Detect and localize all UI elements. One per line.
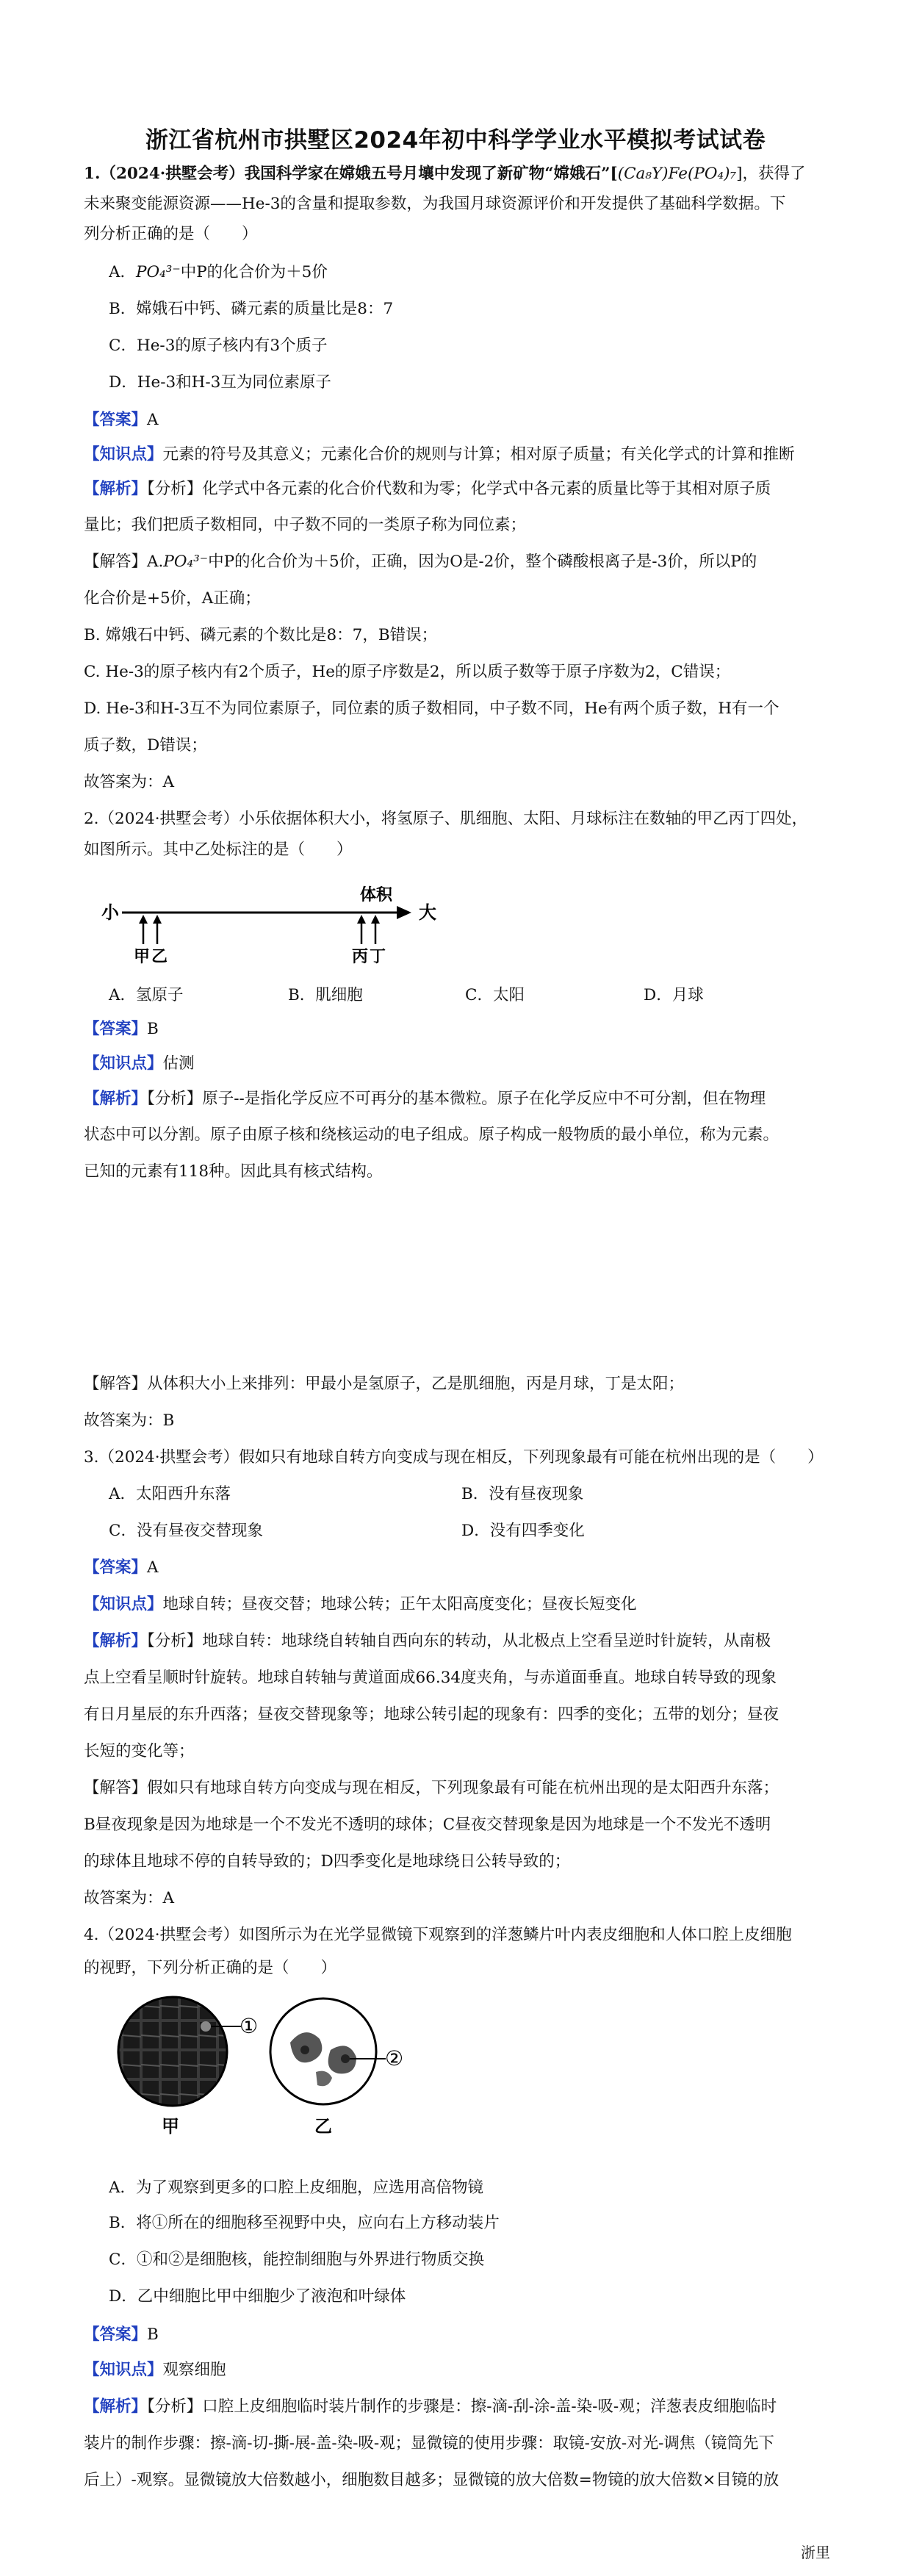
q4-answer-tag: 【答案】	[84, 2325, 148, 2344]
q1-option-c: C．He-3的原子核内有3个质子	[109, 337, 328, 355]
q4-analysis-tag: 【解析】	[84, 2397, 148, 2416]
q2-kp-text: 估测	[162, 1054, 195, 1073]
q4-analysis-line2: 装片的制作步骤：擦-滴-切-撕-展-盖-染-吸-观；显微镜的使用步骤：取镜-安放-对光-调焦（镜筒先下	[84, 2434, 774, 2453]
q2-kp-tag: 【知识点】	[84, 1054, 163, 1073]
q3-answer-value: A	[147, 1558, 159, 1577]
q4-answer-value: B	[147, 2325, 159, 2344]
q2-option-c: C．太阳	[465, 986, 525, 1004]
q2-knowledge-point	[84, 1053, 826, 1075]
q1-stem-text: 1.（2024·拱墅会考）我国科学家在嫦娥五号月壤中发现了新矿物“嫦娥石”[	[84, 165, 618, 183]
q1-answer-tag: 【答案】	[84, 411, 148, 429]
q1-solution-line2: 化合价是+5价，A正确；	[84, 589, 261, 608]
q1-option-a-text: 中P的化合价为＋5价	[180, 263, 328, 281]
page-footer: 浙里	[801, 2544, 830, 2561]
marker-jia-label: 甲	[134, 948, 151, 966]
q3-solution-line2: B昼夜现象是因为地球是一个不发光不透明的球体；C昼夜交替现象是因为地球是一个不发光不透明	[84, 1816, 771, 1834]
field-of-view-jia	[118, 1997, 227, 2106]
marker-yi-arrow	[153, 915, 162, 944]
q3-analysis-line3: 有日月星辰的东升西落；昼夜交替现象等；地球公转引起的现象有：四季的变化；五带的划分；昼夜	[84, 1705, 779, 1724]
q3-analysis-line2: 点上空看呈顺时针旋转。地球自转轴与黄道面成66.34度夹角，与赤道面垂直。地球自转导致的现象	[84, 1669, 777, 1687]
q2-analysis-line3: 已知的元素有118种。因此具有核式结构。	[84, 1162, 383, 1181]
q4-stem-line2: 的视野，下列分析正确的是（ ）	[84, 1959, 337, 1977]
marker-bing-arrow	[357, 915, 366, 944]
q4-option-b: B．将①所在的细胞移至视野中央，应向右上方移动装片	[109, 2214, 500, 2232]
q3-solution-line1: 【解答】假如只有地球自转方向变成与现在相反，下列现象最有可能在杭州出现的是太阳西升东落；	[84, 1779, 779, 1797]
label-1: ①	[240, 2014, 259, 2038]
q1-final-answer: 故答案为：A	[84, 773, 175, 791]
q4-stem-line1: 4.（2024·拱墅会考）如图所示为在光学显微镜下观察到的洋葱鳞片叶内表皮细胞和人体口腔上皮细胞	[84, 1926, 792, 1944]
figure-yi-label: 乙	[314, 2116, 332, 2137]
q3-answer	[84, 1557, 826, 1579]
axis-volume-label: 体积	[360, 886, 393, 904]
q4-option-a: A．为了观察到更多的口腔上皮细胞，应选用高倍物镜	[109, 2179, 484, 2197]
q3-kp-text: 地球自转；昼夜交替；地球公转；正午太阳高度变化；昼夜长短变化	[162, 1595, 637, 1613]
q2-number-line-figure	[96, 878, 455, 966]
q1-analysis-text: 【分析】化学式中各元素的化合价代数和为零；化学式中各元素的质量比等于其相对原子质	[147, 480, 771, 498]
q1-solution-line6: 质子数，D错误；	[84, 736, 207, 755]
q3-stem-line1: 3.（2024·拱墅会考）假如只有地球自转方向变成与现在相反，下列现象最有可能在杭州出现的是（ ）	[84, 1448, 824, 1467]
q3-option-b: B．没有昼夜现象	[461, 1485, 584, 1503]
q2-option-b: B．肌细胞	[288, 986, 363, 1004]
q1-stem-line3: 列分析正确的是（ ）	[84, 225, 258, 243]
q2-option-d: D．月球	[644, 986, 704, 1004]
q1-answer	[84, 409, 826, 431]
q2-analysis-tag: 【解析】	[84, 1090, 148, 1108]
q1-solution-formula: PO₄³⁻	[163, 553, 209, 571]
q2-analysis-line2: 状态中可以分割。原子由原子核和绕核运动的电子组成。原子构成一般物质的最小单位，称为元素。	[84, 1126, 779, 1144]
q1-solution-line4: C. He-3的原子核内有2个质子，He的原子序数是2，所以质子数等于原子序数为2，C错误；	[84, 663, 731, 681]
page-title: 浙江省杭州市拱墅区2024年初中科学学业水平模拟考试试卷	[145, 127, 766, 154]
q2-answer	[84, 1018, 826, 1040]
field-of-view-yi	[270, 1998, 376, 2104]
q1-option-d: D．He-3和H-3互为同位素原子	[109, 373, 331, 392]
q1-analysis-line1	[84, 478, 826, 500]
marker-ding-label: 丁	[370, 948, 386, 966]
axis-small-label: 小	[101, 902, 119, 923]
q4-answer	[84, 2324, 826, 2346]
q4-knowledge-point	[84, 2359, 826, 2381]
q1-solution-line3: B. 嫦娥石中钙、磷元素的个数比是8：7，B错误；	[84, 626, 438, 644]
q4-option-c: C．①和②是细胞核，能控制细胞与外界进行物质交换	[109, 2251, 484, 2269]
q3-option-c: C．没有昼夜交替现象	[109, 1522, 263, 1540]
figure-jia-label: 甲	[162, 2116, 179, 2137]
q1-solution-line5: D. He-3和H-3互不为同位素原子，同位素的质子数相同，中子数不同，He有两个质子数，H有一个	[84, 699, 779, 718]
q4-analysis-line1	[84, 2396, 826, 2418]
q3-solution-line3: 的球体且地球不停的自转导致的；D四季变化是地球绕日公转导致的；	[84, 1852, 571, 1871]
q2-analysis-text: 【分析】原子--是指化学反应不可再分的基本微粒。原子在化学反应中不可分割，但在物理	[147, 1090, 766, 1108]
q2-stem-line1: 2.（2024·拱墅会考）小乐依据体积大小，将氢原子、肌细胞、太阳、月球标注在数轴的甲乙丙丁四处，	[84, 810, 808, 828]
q3-final-answer: 故答案为：A	[84, 1889, 175, 1907]
q2-final-answer: 故答案为：B	[84, 1411, 175, 1430]
q3-knowledge-point	[84, 1594, 826, 1616]
q1-stem-end: ]，获得了	[736, 165, 806, 183]
q1-option-a	[109, 262, 851, 284]
q3-option-d: D．没有四季变化	[461, 1522, 585, 1540]
q4-analysis-text: 【分析】口腔上皮细胞临时装片制作的步骤是：擦-滴-刮-涂-盖-染-吸-观；洋葱表皮细胞临时	[147, 2397, 777, 2416]
q1-knowledge-point	[84, 444, 826, 466]
q2-option-a: A．氢原子	[109, 986, 184, 1004]
q3-analysis-tag: 【解析】	[84, 1632, 148, 1650]
q1-kp-tag: 【知识点】	[84, 445, 163, 464]
q1-solution-prefix: 【解答】A.	[84, 553, 164, 571]
q1-solution-text: 中P的化合价为＋5价，正确，因为O是-2价，整个磷酸根离子是-3价，所以P的	[208, 553, 757, 571]
q3-option-a: A．太阳西升东落	[109, 1485, 231, 1503]
q4-kp-tag: 【知识点】	[84, 2361, 163, 2379]
q2-answer-value: B	[147, 1020, 159, 1038]
q4-option-d: D．乙中细胞比甲中细胞少了液泡和叶绿体	[109, 2287, 406, 2306]
q1-option-a-formula: PO₄³⁻	[136, 263, 181, 281]
axis-big-label: 大	[419, 902, 436, 923]
q1-answer-value: A	[147, 411, 159, 429]
q3-kp-tag: 【知识点】	[84, 1595, 163, 1613]
q3-analysis-line1	[84, 1630, 826, 1652]
q3-answer-tag: 【答案】	[84, 1558, 148, 1577]
q4-kp-text: 观察细胞	[162, 2361, 226, 2379]
q1-stem-line1	[84, 163, 826, 185]
marker-ding-arrow	[371, 915, 380, 944]
marker-jia-arrow	[139, 915, 148, 944]
q1-stem-line2: 未来聚变能源资源——He-3的含量和提取参数，为我国月球资源评价和开发提供了基础科学数据。下	[84, 195, 786, 213]
q4-analysis-line3: 后上）-观察。显微镜放大倍数越小，细胞数目越多；显微镜的放大倍数=物镜的放大倍数×目镜的放	[84, 2471, 779, 2489]
q2-answer-tag: 【答案】	[84, 1020, 148, 1038]
axis-arrowhead	[397, 906, 411, 919]
q1-solution-line1	[84, 551, 826, 573]
q2-stem-line2: 如图所示。其中乙处标注的是（ ）	[84, 841, 353, 859]
q4-microscope-figure	[103, 1991, 441, 2138]
q1-formula: (Ca₈Y)Fe(PO₄)₇	[617, 165, 737, 183]
marker-bing-label: 丙	[352, 948, 369, 966]
q2-solution-line1: 【解答】从体积大小上来排列：甲最小是氢原子，乙是肌细胞，丙是月球，丁是太阳；	[84, 1375, 685, 1393]
q1-analysis-line2: 量比；我们把质子数相同，中子数不同的一类原子称为同位素；	[84, 516, 527, 534]
q1-analysis-tag: 【解析】	[84, 480, 148, 498]
q3-analysis-text: 【分析】地球自转：地球绕自转轴自西向东的转动，从北极点上空看呈逆时针旋转，从南极	[147, 1632, 771, 1650]
label-2: ②	[385, 2046, 404, 2070]
q1-option-a-prefix: A．	[109, 263, 137, 281]
marker-yi-label: 乙	[151, 948, 168, 966]
q1-kp-text: 元素的符号及其意义；元素化合价的规则与计算；相对原子质量；有关化学式的计算和推断	[162, 445, 795, 464]
q2-analysis-line1	[84, 1088, 826, 1110]
q1-option-b: B．嫦娥石中钙、磷元素的质量比是8：7	[109, 300, 394, 318]
q3-analysis-line4: 长短的变化等；	[84, 1742, 195, 1760]
